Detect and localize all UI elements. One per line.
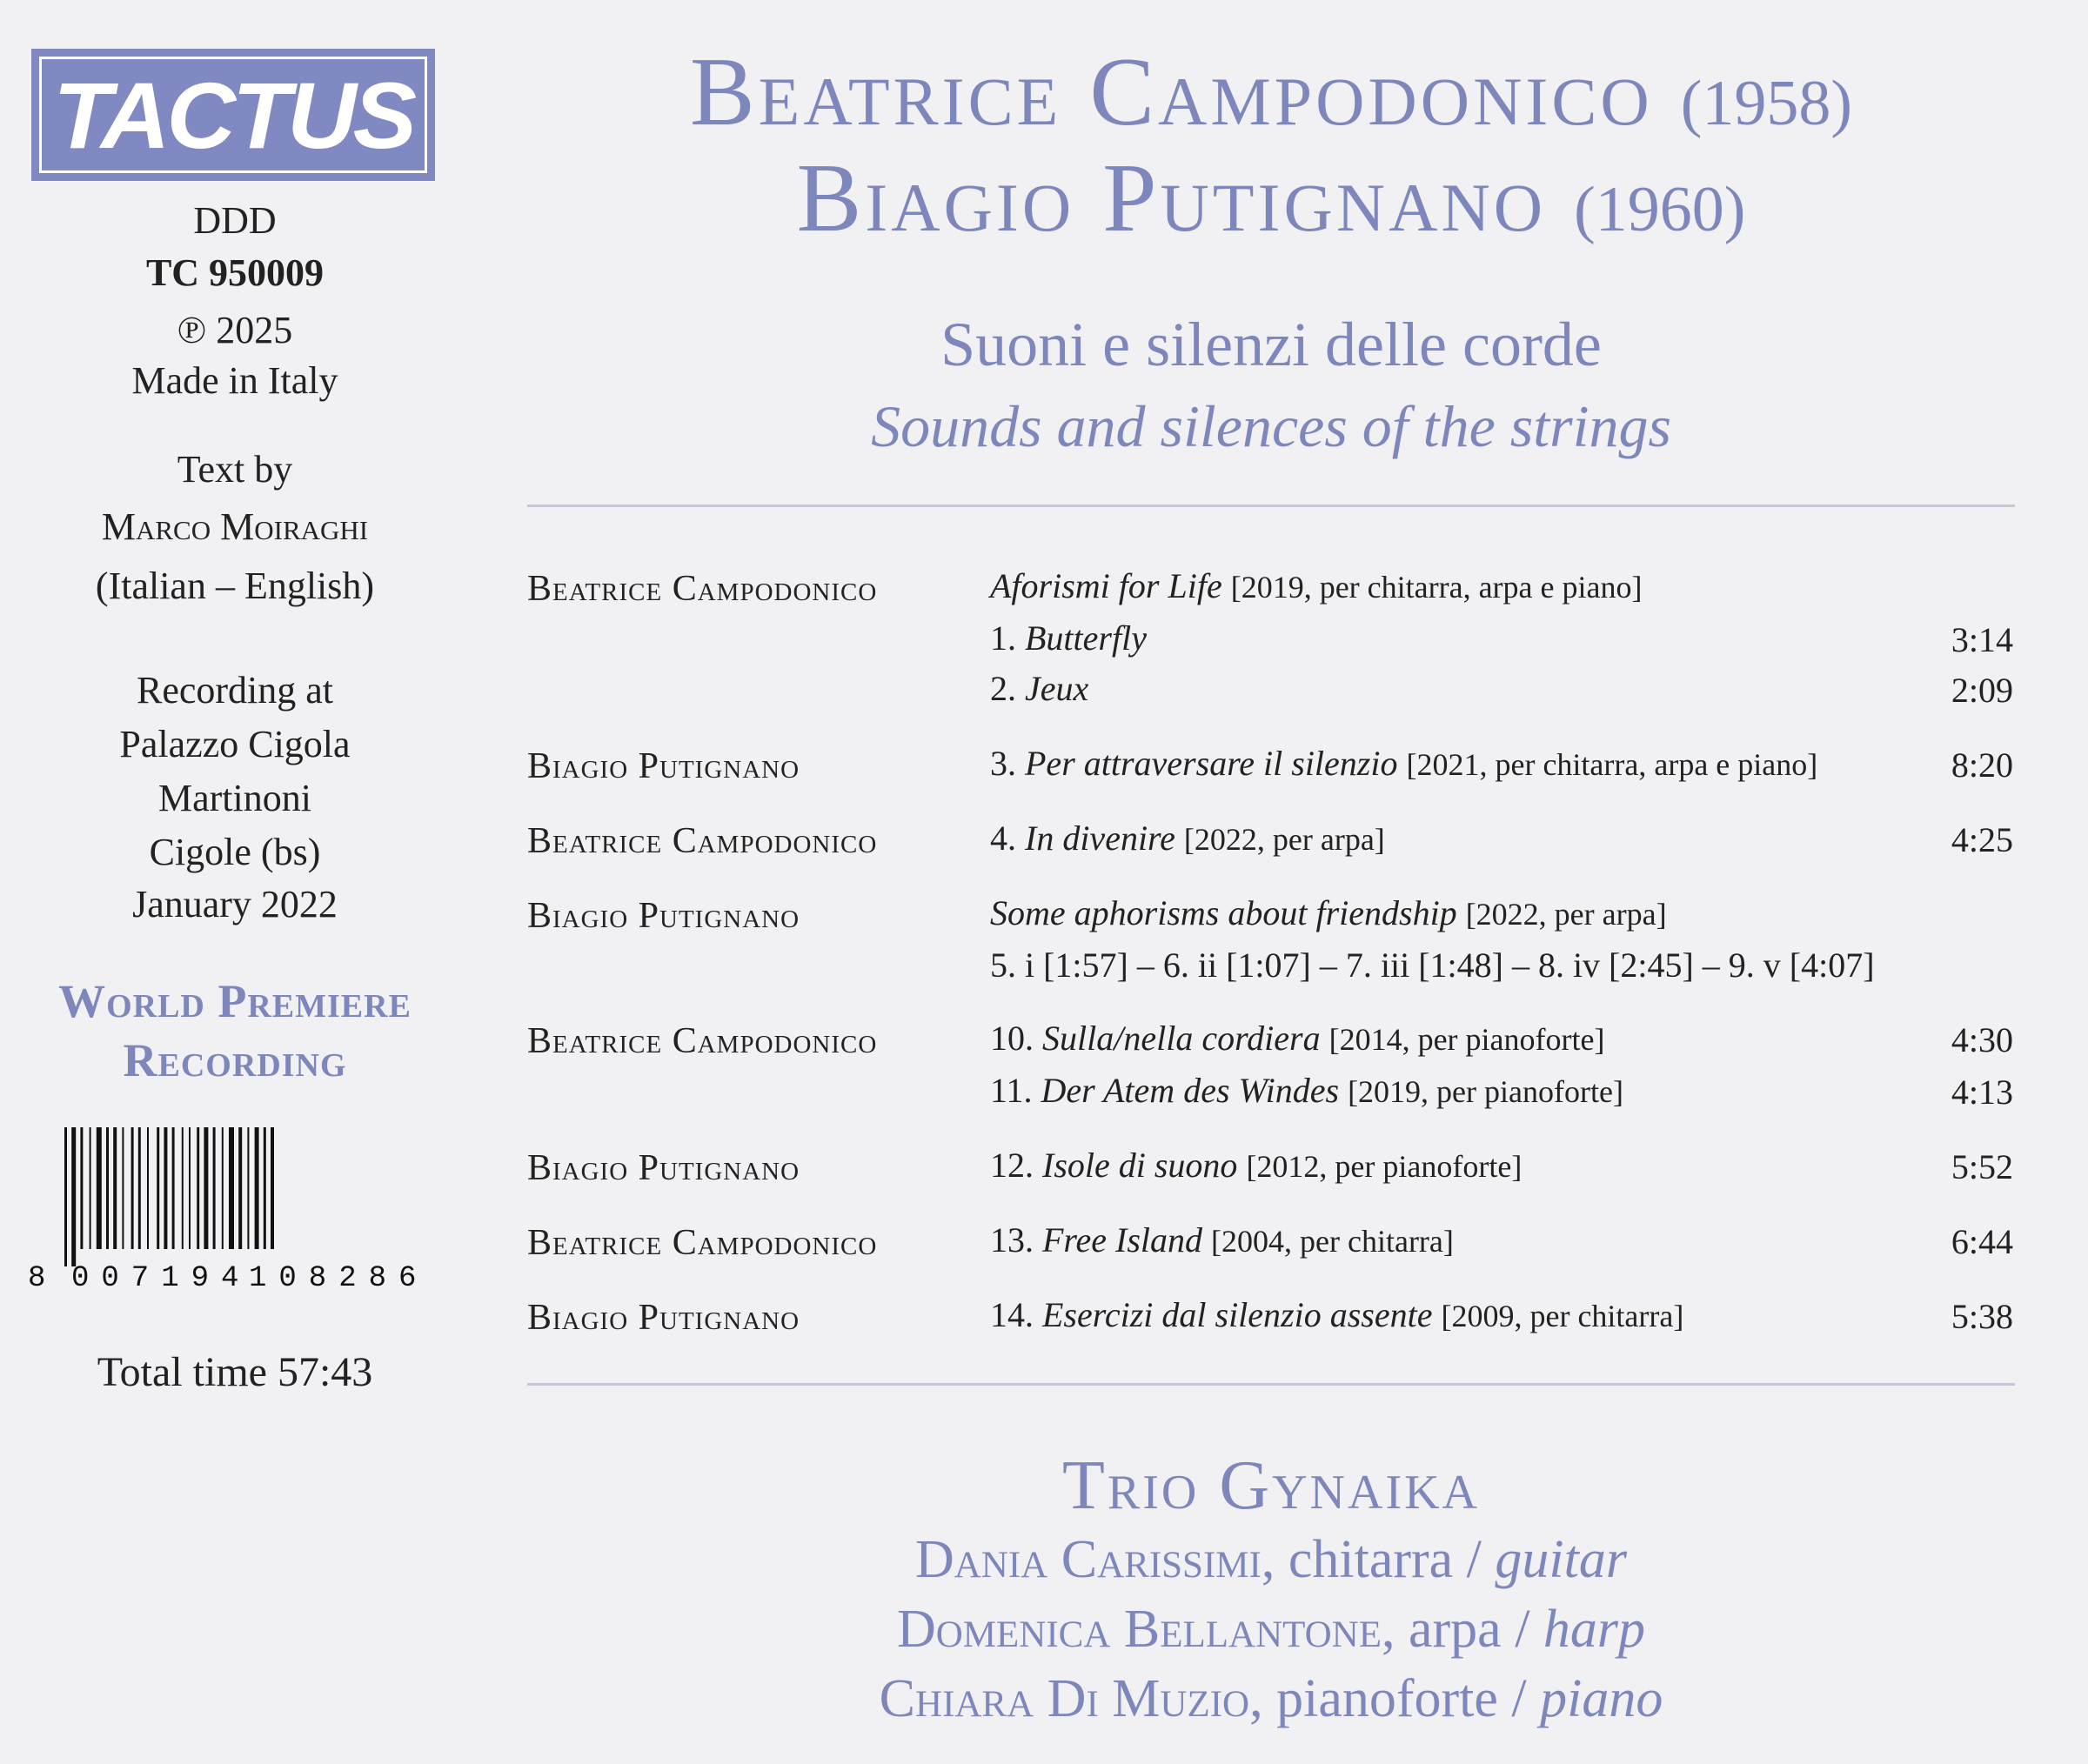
tracklist-composer: Beatrice Campodonico (527, 1021, 878, 1061)
barcode-bar (131, 1127, 134, 1249)
track-duration: 4:25 (1951, 820, 2013, 859)
tracklist-composer: Biagio Putignano (527, 746, 800, 786)
track-number: 13. (990, 1220, 1034, 1260)
catalog-number: TC 950009 (145, 251, 325, 294)
track-duration: 8:20 (1951, 745, 2013, 785)
track-item (990, 1220, 1454, 1260)
track-title: Esercizi dal silenzio assente (1042, 1295, 1433, 1334)
ensemble-name: Trio Gynaika (1062, 1447, 1480, 1524)
performer-line: Chiara Di Muzio, pianoforte / piano (879, 1669, 1663, 1728)
track-number: 2. (990, 669, 1016, 708)
divider-bottom (527, 1383, 2015, 1386)
track-title: Jeux (1025, 669, 1089, 708)
header-composer-2 (527, 144, 2015, 252)
copyright-year: ℗ 2025 (177, 309, 293, 351)
track-details: [2012, per pianoforte] (1246, 1149, 1522, 1184)
track-duration: 6:44 (1951, 1222, 2013, 1261)
tracklist-work (990, 893, 1667, 932)
barcode-bar (204, 1127, 208, 1249)
track-item (990, 618, 1147, 658)
barcode-left-digits: 007194 (71, 1262, 251, 1289)
track-title: Free Island (1042, 1220, 1203, 1260)
track-details: [2004, per chitarra] (1211, 1224, 1454, 1259)
track-number: 11. (990, 1071, 1033, 1110)
barcode-bar (80, 1127, 83, 1249)
track-item (990, 1295, 1684, 1334)
performer-name: Chiara Di Muzio (879, 1669, 1250, 1728)
tracklist-composer: Beatrice Campodonico (527, 1223, 878, 1263)
recording-line: Cigole (bs) (149, 831, 321, 873)
work-details: [2019, per chitarra, arpa e piano] (1230, 570, 1643, 605)
premiere-line: World Premiere (58, 975, 412, 1027)
barcode-bar (271, 1127, 274, 1249)
track-title: Butterfly (1025, 618, 1147, 658)
track-number: 12. (990, 1146, 1034, 1185)
track-item (990, 669, 1089, 708)
track-title: Per attraversare il silenzio (1025, 744, 1398, 783)
track-title: Isole di suono (1042, 1146, 1238, 1185)
tactus-logo (31, 49, 435, 181)
track-duration: 2:09 (1951, 671, 2013, 710)
barcode-bar (138, 1127, 141, 1249)
composer-2-name: Biagio Putignano (796, 144, 1547, 252)
performer-instrument-en: harp (1543, 1600, 1646, 1659)
barcode-bar (147, 1127, 149, 1249)
track-details: [2022, per arpa] (1183, 822, 1385, 857)
barcode-bar (182, 1127, 184, 1249)
track-number: 3. (990, 744, 1016, 783)
barcode-bar (64, 1127, 67, 1266)
work-title: Aforismi for Life (990, 566, 1222, 605)
composer-1-years: (1958) (1680, 68, 1853, 139)
composer-1-name: Beatrice Campodonico (689, 38, 1653, 146)
tracklist-work (990, 566, 1643, 605)
barcode-bar (97, 1127, 102, 1249)
recording-line: Palazzo Cigola (119, 723, 351, 765)
divider-top (527, 504, 2015, 507)
barcode-bar (122, 1127, 124, 1249)
track-details: [2021, per chitarra, arpa e piano] (1406, 747, 1818, 782)
track-number: 14. (990, 1295, 1034, 1334)
barcode (26, 1127, 435, 1289)
barcode-first-digit: 8 (28, 1262, 46, 1289)
track-title: Sulla/nella cordiera (1042, 1019, 1321, 1058)
performer-instrument-it: chitarra (1288, 1530, 1454, 1589)
track-title: In divenire (1025, 819, 1175, 858)
tracklist-composer: Beatrice Campodonico (527, 569, 878, 609)
performer-instrument-it: pianoforte (1276, 1669, 1498, 1728)
performer-line: Domenica Bellantone, arpa / harp (896, 1600, 1646, 1659)
performer-instrument-it: arpa (1409, 1600, 1502, 1659)
performer-instrument-en: guitar (1495, 1530, 1627, 1589)
text-by-label: Text by (177, 448, 293, 491)
performer-line: Dania Carissimi, chitarra / guitar (914, 1530, 1627, 1589)
track-details: [2019, per pianoforte] (1348, 1074, 1623, 1109)
track-details: [2009, per chitarra] (1441, 1299, 1684, 1333)
track-number: 1. (990, 618, 1016, 658)
performer-instrument-en: piano (1540, 1669, 1663, 1728)
recording-line: Martinoni (158, 777, 311, 819)
barcode-bar (157, 1127, 159, 1249)
barcode-bar (172, 1127, 175, 1249)
track-duration: 5:52 (1951, 1147, 2013, 1186)
track-duration: 5:38 (1951, 1297, 2013, 1336)
barcode-bar (255, 1127, 259, 1249)
barcode-bar (90, 1127, 91, 1249)
barcode-bar (238, 1127, 242, 1249)
text-languages: (Italian – English) (95, 565, 375, 607)
tracklist-composer: Beatrice Campodonico (527, 821, 878, 861)
barcode-bar (106, 1127, 109, 1249)
text-by-name: Marco Moiraghi (101, 505, 369, 548)
track-duration: 4:30 (1951, 1020, 2013, 1059)
album-title-english: Sounds and silences of the strings (871, 393, 1671, 459)
performer-name: Domenica Bellantone (896, 1600, 1382, 1659)
track-duration: 3:14 (1951, 620, 2013, 659)
barcode-right-digits: 108286 (249, 1262, 429, 1289)
premiere-line: Recording (123, 1034, 347, 1086)
track-duration: 4:13 (1951, 1072, 2013, 1112)
track-item (990, 746, 1817, 781)
recording-line: Recording at (136, 669, 334, 712)
track-item (990, 821, 1385, 856)
barcode-bar (113, 1127, 117, 1249)
barcode-bar (247, 1127, 249, 1249)
barcode-bar (197, 1127, 199, 1249)
track-title: Der Atem des Windes (1041, 1071, 1340, 1110)
barcode-bar (229, 1127, 234, 1249)
recording-line: January 2022 (132, 883, 338, 925)
barcode-bar (71, 1127, 76, 1266)
track-number: 10. (990, 1019, 1034, 1058)
barcode-bar (164, 1127, 167, 1249)
barcode-bar (264, 1127, 266, 1249)
track-details: [2014, per pianoforte] (1328, 1022, 1605, 1057)
barcode-bar (189, 1127, 191, 1249)
composer-2-years: (1960) (1574, 174, 1746, 245)
made-in: Made in Italy (131, 359, 338, 402)
barcode-bar (222, 1127, 224, 1249)
track-movements: 5. i [1:57] – 6. ii [1:07] – 7. iii [1:48] – 8. iv [2:45] – 9. v [4:07] (990, 945, 1875, 985)
barcode-bar (213, 1127, 216, 1249)
total-time: Total time 57:43 (97, 1349, 373, 1395)
work-details: [2022, per arpa] (1465, 897, 1667, 932)
track-item (990, 1073, 1623, 1108)
format-label: DDD (193, 199, 277, 242)
track-item (990, 1021, 1604, 1056)
track-number: 4. (990, 819, 1016, 858)
work-title: Some aphorisms about friendship (990, 893, 1457, 932)
tracklist-composer: Biagio Putignano (527, 1148, 800, 1188)
logo-text: TACTUS (52, 62, 414, 168)
album-title-italian: Suoni e silenzi delle corde (940, 310, 1602, 379)
tracklist-composer: Biagio Putignano (527, 896, 800, 936)
performer-name: Dania Carissimi (914, 1530, 1262, 1589)
track-item (990, 1148, 1522, 1183)
header-composer-1 (527, 38, 2015, 146)
tracklist-composer: Biagio Putignano (527, 1298, 800, 1338)
